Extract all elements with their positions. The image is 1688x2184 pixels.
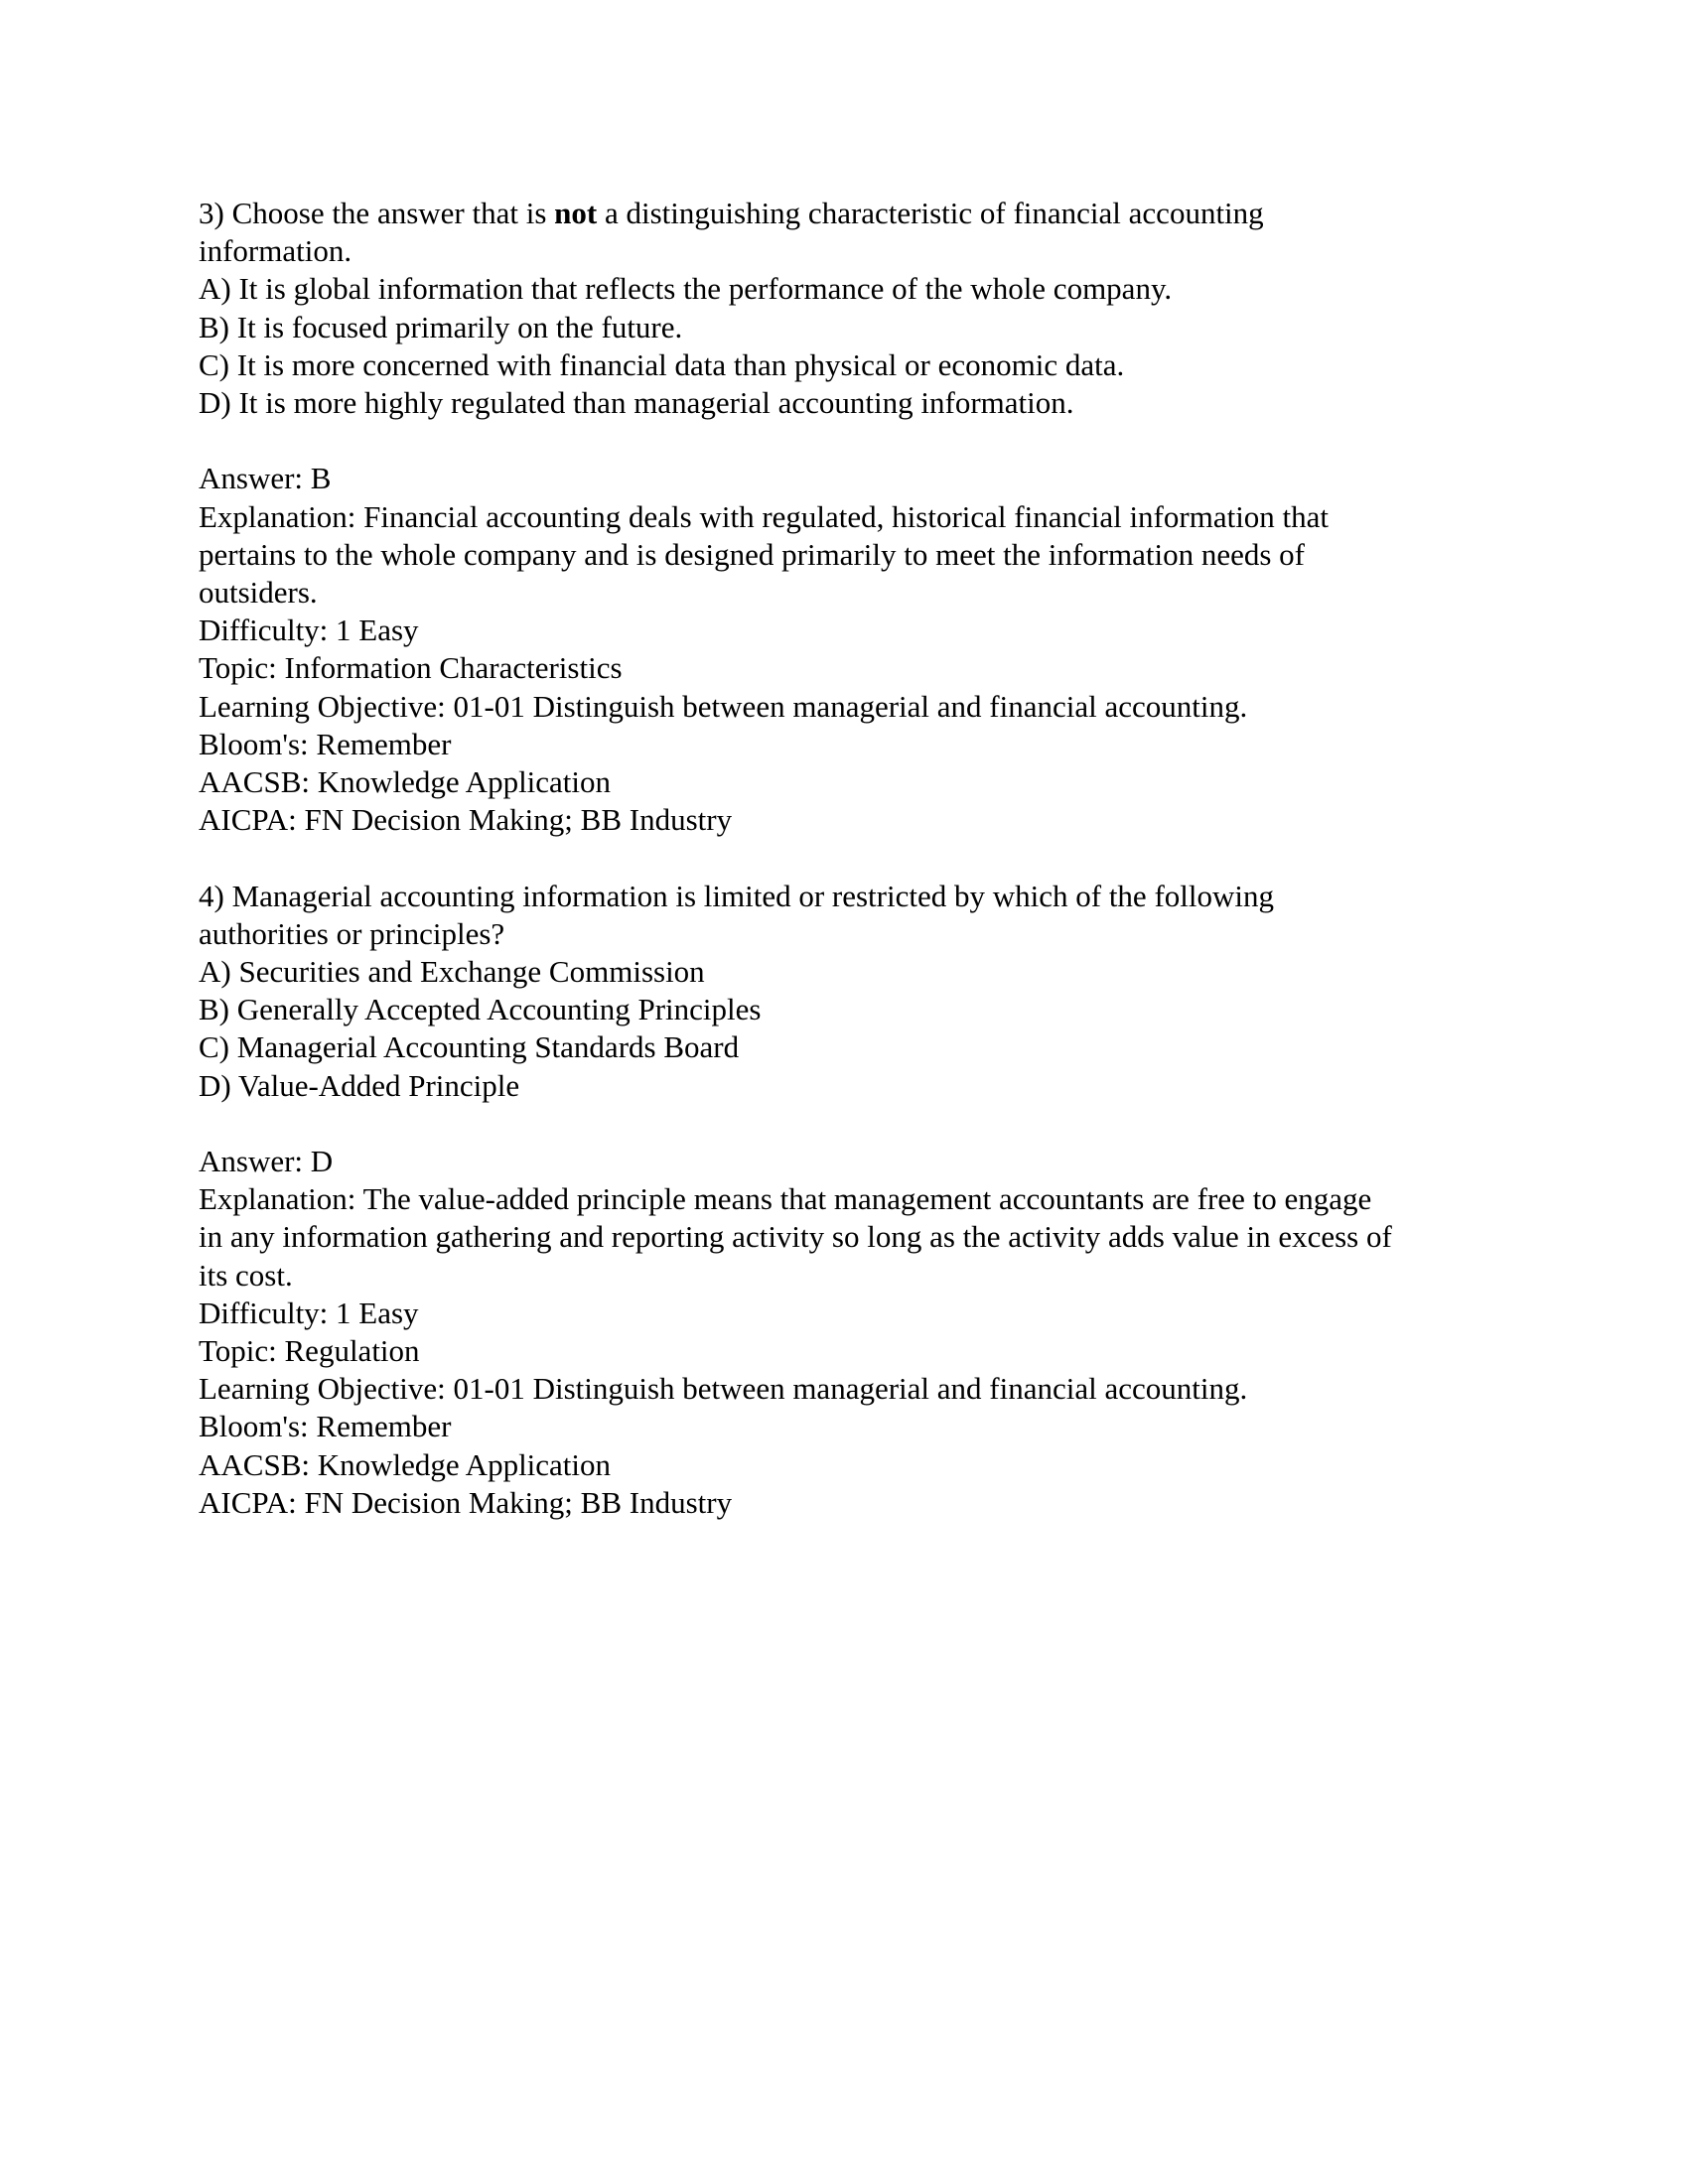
answer-option-c: C) It is more concerned with financial data than physical or economic data.	[199, 346, 1125, 382]
question-prompt	[199, 195, 1489, 232]
explanation-line: Explanation: Financial accounting deals with regulated, historical financial information that	[199, 498, 1330, 534]
prompt-emphasis: not	[554, 196, 598, 230]
answer-option-a: A) Securities and Exchange Commission	[199, 954, 705, 990]
question-3	[199, 195, 1489, 839]
spacer	[199, 422, 1489, 460]
blooms: Bloom's: Remember	[199, 726, 452, 761]
topic: Topic: Information Characteristics	[199, 650, 623, 686]
answer-key: Answer: D	[199, 1144, 334, 1179]
aacsb: AACSB: Knowledge Application	[199, 764, 612, 800]
learning-objective: Learning Objective: 01-01 Distinguish between managerial and financial accounting.	[199, 688, 1248, 724]
document-page	[199, 195, 1489, 1522]
difficulty: Difficulty: 1 Easy	[199, 613, 419, 648]
blooms: Bloom's: Remember	[199, 1409, 452, 1444]
question-prompt-continued: information.	[199, 233, 352, 269]
difficulty: Difficulty: 1 Easy	[199, 1295, 419, 1330]
topic: Topic: Regulation	[199, 1333, 420, 1369]
learning-objective: Learning Objective: 01-01 Distinguish between managerial and financial accounting.	[199, 1371, 1248, 1407]
question-4	[199, 878, 1489, 1522]
answer-option-b: B) Generally Accepted Accounting Principles	[199, 992, 762, 1027]
aicpa: AICPA: FN Decision Making; BB Industry	[199, 802, 733, 838]
prompt-text: a distinguishing characteristic of financial accounting	[597, 196, 1264, 230]
answer-option-c: C) Managerial Accounting Standards Board	[199, 1029, 740, 1065]
spacer	[199, 839, 1489, 877]
explanation-line: Explanation: The value-added principle means that management accountants are free to engage	[199, 1181, 1372, 1217]
answer-option-b: B) It is focused primarily on the future.	[199, 309, 683, 344]
answer-key: Answer: B	[199, 461, 332, 496]
question-prompt-continued: authorities or principles?	[199, 915, 505, 951]
answer-option-a: A) It is global information that reflects the performance of the whole company.	[199, 271, 1173, 307]
explanation-line: pertains to the whole company and is designed primarily to meet the information needs of	[199, 536, 1305, 572]
explanation-line: in any information gathering and reporting activity so long as the activity adds value in excess of	[199, 1219, 1392, 1255]
spacer	[199, 1105, 1489, 1143]
question-prompt: 4) Managerial accounting information is limited or restricted by which of the following	[199, 878, 1274, 913]
answer-option-d: D) It is more highly regulated than managerial accounting information.	[199, 385, 1074, 421]
prompt-text: 3) Choose the answer that is	[199, 196, 555, 230]
aacsb: AACSB: Knowledge Application	[199, 1446, 612, 1482]
aicpa: AICPA: FN Decision Making; BB Industry	[199, 1484, 733, 1520]
answer-option-d: D) Value-Added Principle	[199, 1067, 520, 1103]
explanation-line: its cost.	[199, 1257, 293, 1293]
explanation-line: outsiders.	[199, 575, 318, 611]
